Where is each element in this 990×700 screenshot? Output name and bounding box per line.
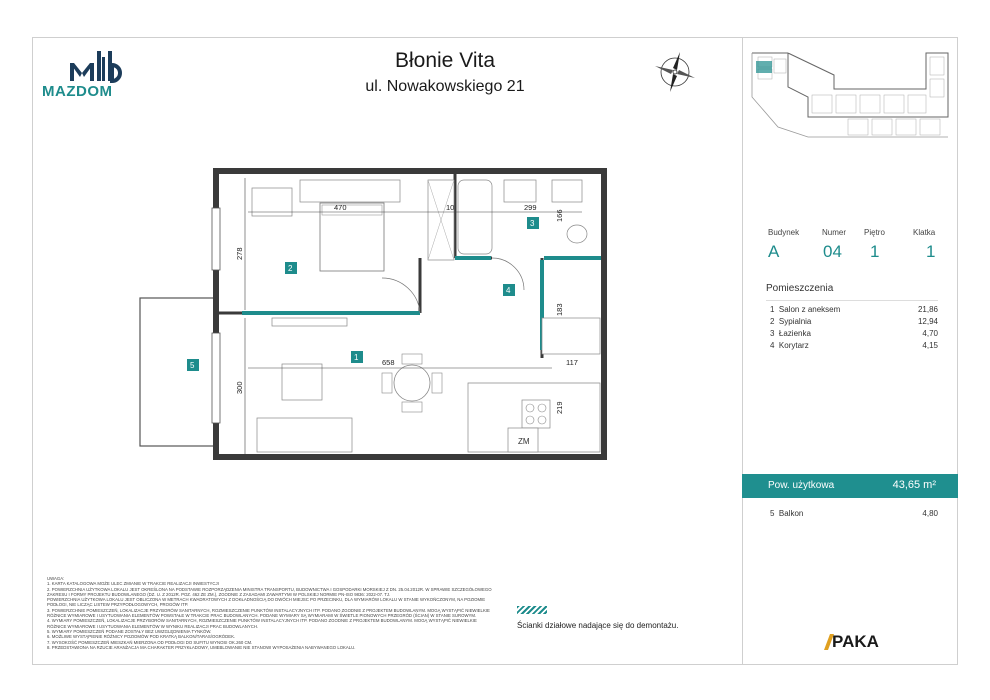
paka-logo-icon [822, 630, 894, 652]
dimension-label: 166 [555, 209, 564, 222]
room-row [770, 305, 938, 314]
room-tag-3: 3 [530, 219, 535, 228]
room-row [770, 341, 938, 350]
dimension-label: 658 [382, 358, 395, 367]
brand-name: MAZDOM [42, 83, 113, 100]
room-tag-5: 5 [190, 361, 195, 370]
room-tag-1: 1 [354, 353, 359, 362]
room-name: Sypialnia [778, 317, 812, 326]
dimension-label: 278 [235, 247, 244, 260]
note-line: 1. KARTA KATALOGOWA MOŻE ULEC ZMIANIE W TRAKCIE REALIZACJI INWESTYCJI [47, 581, 219, 587]
dimension-label: 470 [334, 203, 347, 212]
dimension-label: 117 [566, 358, 578, 367]
note-line: 2. POWIERZCHNIA UŻYTKOWA LOKALU JEST OKREŚLONA NA PODSTAWIE ROZPORZĄDZENIA MINISTRA TRANSPORTU, BUDOWNICTWA I GOSPODARKI MORSKIEJ Z DN. 25.04.2012R. W SPRAWIE SZCZEGÓŁOWEGO ZAKRESU I FORMY PROJEKTU BUDOWLANEGO (DZ. U. Z 2012R. POZ. 462 ZE ZM.), ZGODNIE Z ZASADAMI ZAWARTYMI W POLSKIEJ NORMIE PN-ISO 9836: 2022-07. TJ. [47, 586, 492, 597]
usable-area-value: 43,65 m² [892, 479, 936, 491]
dimension-label: 183 [555, 303, 564, 316]
note-line: 8. PRZEDSTAWIONA NA RZUCIE ARANŻACJA MA CHARAKTER PRZYKŁADOWY, UMEBLOWANIE NIE STANOWI WYPOSAŻENIA NABYWANEGO LOKALU. [47, 644, 356, 650]
usable-area-label: Pow. użytkowa [768, 480, 835, 491]
dimension-label: 219 [555, 401, 564, 414]
note-line: 6. MOŻLIWE WYSTĄPIENIE RÓŻNICY POZIOMÓW POD KRATKĄ BALKON/TARAS/OGRÓDEK. [47, 634, 236, 640]
highlighted-unit [756, 61, 772, 73]
info-value-floor: 1 [870, 242, 880, 261]
info-label-building: Budynek [768, 228, 800, 237]
balcony-outline [140, 298, 214, 446]
room-area: 12,94 [917, 317, 938, 326]
dimension-label: 10 [446, 203, 455, 212]
panel-divider [742, 37, 743, 665]
room-area: 21,86 [917, 305, 938, 314]
room-name: Łazienka [778, 329, 811, 338]
room-row [770, 317, 938, 326]
room-area: 4,15 [922, 341, 938, 350]
balcony-area: 4,80 [922, 509, 938, 518]
legend-label: Ścianki działowe nadające się do demontażu. [517, 621, 679, 630]
address: ul. Nowakowskiego 21 [365, 78, 525, 95]
room-name: Salon z aneksem [778, 305, 841, 314]
dimension-label: 300 [235, 381, 244, 394]
room-row [770, 329, 938, 338]
usable-area-bar [742, 474, 958, 498]
note-line: 5. WYMIARY POMIESZCZEŃ PODANE ZOSTAŁY BEZ UWZGLĘDNIENIA TYNKÓW. [47, 628, 212, 634]
room-tag-2: 2 [288, 264, 293, 273]
notes-block [47, 576, 492, 650]
appliance-label: ZM [518, 437, 530, 446]
info-label-number: Numer [822, 228, 847, 237]
mazdom-logo-icon [64, 47, 134, 83]
room-number: 1 [770, 305, 775, 314]
compass-rose-icon [650, 47, 700, 97]
balcony-name: Balkon [778, 509, 804, 518]
room-name: Korytarz [778, 341, 809, 350]
note-line: 4. WYMIARY POMIESZCZEŃ, LOKALIZACJE PRZYBORÓW SANITARNYCH, ROZMIESZCZENIE PUNKTÓW INSTALACYJNYCH ITP. PODANO ZGODNIE Z PROJEKTEM BUDOWLANYM. MOGĄ WYSTĄPIĆ NIEWIELKIE RÓŻNICE WYMIAROWE I USYTUOWANIA ELEMENTÓW W WYNIKU REALIZACJI PRAC BUDOWLANYCH. [47, 618, 477, 629]
room-number: 4 [770, 341, 775, 350]
info-value-number: 04 [823, 242, 842, 261]
rooms-title: Pomieszczenia [766, 283, 834, 294]
balcony-row [770, 509, 938, 518]
note-line: 3. POWIERZCHNIE POMIESZCZEŃ, LOKALIZACJE PRZYBORÓW SANITARNYCH, ROZMIESZCZENIE PUNKTÓW INSTALACYJNYCH ITP. PODANO ZGODNIE Z PROJEKTEM BUDOWLANYM. MOGĄ WYSTĄPIĆ NIEWIELKIE RÓŻNICE WYMIAROWE I USYTUOWANIA ELEMENTÓW POWSTAŁE W TRAKCIE PRAC BUDOWLANYCH. PODANE WYMIARY SĄ WYMIARAMI W ŚWIETLE PIONOWYCH PRZEGRÓD (ŚCIAN) W STANIE SUROWYM. [47, 607, 490, 619]
room-area: 4,70 [922, 329, 938, 338]
info-label-stairwell: Klatka [913, 228, 936, 237]
room-number: 3 [770, 329, 775, 338]
note-line: POWIERZCHNIA UŻYTKOWA LOKALU JEST OBLICZONA W METRACH KWADRATOWYCH Z DOKŁADNOŚCIĄ DO DWÓCH MIEJSC PO PRZECINKU, DLA WYMIARÓW LOKALU W STANIE WYKOŃCZONYM, NA POZIOMIE PODŁOGI, NIE LICZĄC LISTEW PRZYPODŁOGOWYCH, PROGÓW ITP. [47, 597, 486, 608]
info-value-building: A [768, 242, 780, 261]
room-tag-4: 4 [506, 286, 511, 295]
rooms-divider [766, 300, 938, 301]
notes-heading: UWAGA: [47, 576, 65, 581]
building-key-plan [748, 47, 953, 147]
room-number: 2 [770, 317, 775, 326]
balcony-number: 5 [770, 509, 775, 518]
demountable-wall-swatch [517, 606, 547, 614]
floor-plan [132, 168, 612, 468]
dimension-label: 299 [524, 203, 537, 212]
svg-text:PAKA: PAKA [832, 632, 879, 651]
note-line: 7. WYSOKOŚĆ POMIESZCZEŃ MIESZKAŃ MIERZONA OD PODŁOGI DO SUFITU WYNOSI OK.260 CM. [47, 639, 253, 645]
info-value-stairwell: 1 [926, 242, 936, 261]
page-title: Błonie Vita [394, 49, 496, 72]
info-label-floor: Piętro [864, 228, 885, 237]
